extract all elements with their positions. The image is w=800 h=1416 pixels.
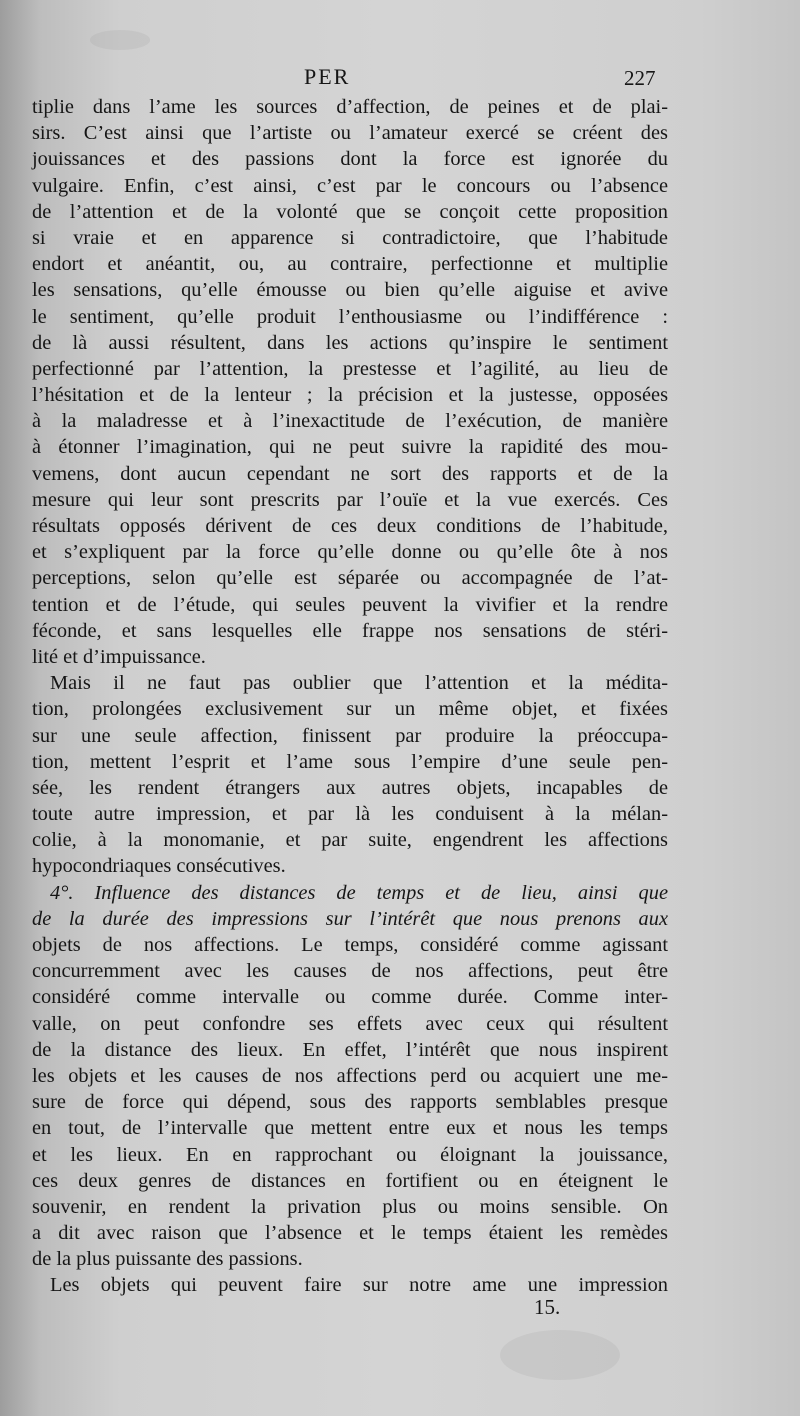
text-line: tion, prolongées exclusivement sur un même objet, et fixées: [32, 698, 668, 721]
text-line: les objets et les causes de nos affections perd ou acquiert une me-: [32, 1064, 668, 1087]
page-header: [0, 64, 800, 98]
text-line: tiplie dans l’ame les sources d’affection, de peines et de plai-: [32, 96, 668, 118]
text-line: et les lieux. En en rapprochant ou éloignant la jouissance,: [32, 1143, 668, 1166]
text-line: a dit avec raison que l’absence et le temps étaient les remèdes: [32, 1222, 668, 1245]
text-line: toute autre impression, et par là les conduisent à la mélan-: [32, 803, 668, 826]
text-line: si vraie et en apparence si contradictoire, que l’habitude: [32, 226, 668, 249]
text-line: colie, à la monomanie, et par suite, engendrent les affections: [32, 829, 668, 852]
text-line: considéré comme intervalle ou comme durée. Comme inter-: [32, 986, 668, 1009]
text-line: à la maladresse et à l’inexactitude de l’exécution, de manière: [32, 410, 668, 433]
text-line: féconde, et sans lesquelles elle frappe nos sensations de stéri-: [32, 619, 668, 642]
text-line: vemens, dont aucun cependant ne sort des rapports et de la: [32, 462, 668, 485]
page-number: 227: [624, 66, 656, 90]
text-line: souvenir, en rendent la privation plus ou moins sensible. On: [32, 1195, 668, 1218]
section-heading-line: 4°. Influence des distances de temps et de lieu, ainsi que: [50, 881, 668, 904]
text-line: résultats opposés dérivent de ces deux conditions de l’habitude,: [32, 515, 668, 537]
text-line: de l’attention et de la volonté que se conçoit cette proposition: [32, 200, 668, 223]
paragraph-start-line: Les objets qui peuvent faire sur notre ame une impression: [50, 1274, 668, 1297]
body-text: [32, 94, 668, 1299]
text-line: perceptions, selon qu’elle est séparée ou accompagnée de l’at-: [32, 567, 668, 590]
text-line: sure de force qui dépend, sous des rapports semblables presque: [32, 1091, 668, 1114]
text-line: endort et anéantit, ou, au contraire, perfectionne et multiplie: [32, 253, 668, 276]
text-line: en tout, de l’intervalle que mettent entre eux et nous les temps: [32, 1117, 668, 1140]
text-line: concurremment avec les causes de nos affections, peut être: [32, 960, 668, 983]
text-line: vulgaire. Enfin, c’est ainsi, c’est par le concours ou l’absence: [32, 174, 668, 197]
text-line: lité et d’impuissance.: [32, 645, 206, 668]
text-line: perfectionné par l’attention, la prestesse et l’agilité, au lieu de: [32, 357, 668, 380]
text-line: jouissances et des passions dont la force est ignorée du: [32, 148, 668, 171]
text-line: les sensations, qu’elle émousse ou bien qu’elle aiguise et avive: [32, 279, 668, 302]
text-line: ces deux genres de distances en fortifient ou en éteignent le: [32, 1169, 668, 1192]
text-line: de là aussi résultent, dans les actions qu’inspire le sentiment: [32, 331, 668, 354]
text-line: objets de nos affections. Le temps, considéré comme agissant: [32, 934, 668, 956]
paper-stain: [90, 30, 150, 50]
section-heading-line: de la durée des impressions sur l’intérêt que nous prenons aux: [32, 907, 668, 930]
text-line: tion, mettent l’esprit et l’ame sous l’empire d’une seule pen-: [32, 750, 668, 773]
text-line: sée, les rendent étrangers aux autres objets, incapables de: [32, 776, 668, 799]
text-line: tention et de l’étude, qui seules peuvent la vivifier et la rendre: [32, 593, 668, 616]
text-line: à étonner l’imagination, qui ne peut suivre la rapidité des mou-: [32, 436, 668, 459]
paper-stain: [500, 1330, 620, 1380]
text-line: le sentiment, qu’elle produit l’enthousiasme ou l’indifférence :: [32, 305, 668, 328]
text-line: et s’expliquent par la force qu’elle donne ou qu’elle ôte à nos: [32, 541, 668, 564]
text-line: hypocondriaques consécutives.: [32, 855, 286, 878]
text-line: l’hésitation et de la lenteur ; la précision et la justesse, opposées: [32, 384, 668, 407]
text-line: de la distance des lieux. En effet, l’intérêt que nous inspirent: [32, 1038, 668, 1061]
signature-mark: 15.: [534, 1295, 561, 1319]
text-line: sur une seule affection, finissent par produire la préoccupa-: [32, 724, 668, 747]
text-line: sirs. C’est ainsi que l’artiste ou l’amateur exercé se créent des: [32, 122, 668, 145]
paragraph-start-line: Mais il ne faut pas oublier que l’attention et la médita-: [50, 672, 668, 695]
text-line: mesure qui leur sont prescrits par l’ouïe et la vue exercés. Ces: [32, 488, 668, 511]
text-line: de la plus puissante des passions.: [32, 1248, 303, 1271]
text-line: valle, on peut confondre ses effets avec ceux qui résultent: [32, 1012, 668, 1035]
running-head: PER: [304, 64, 351, 89]
